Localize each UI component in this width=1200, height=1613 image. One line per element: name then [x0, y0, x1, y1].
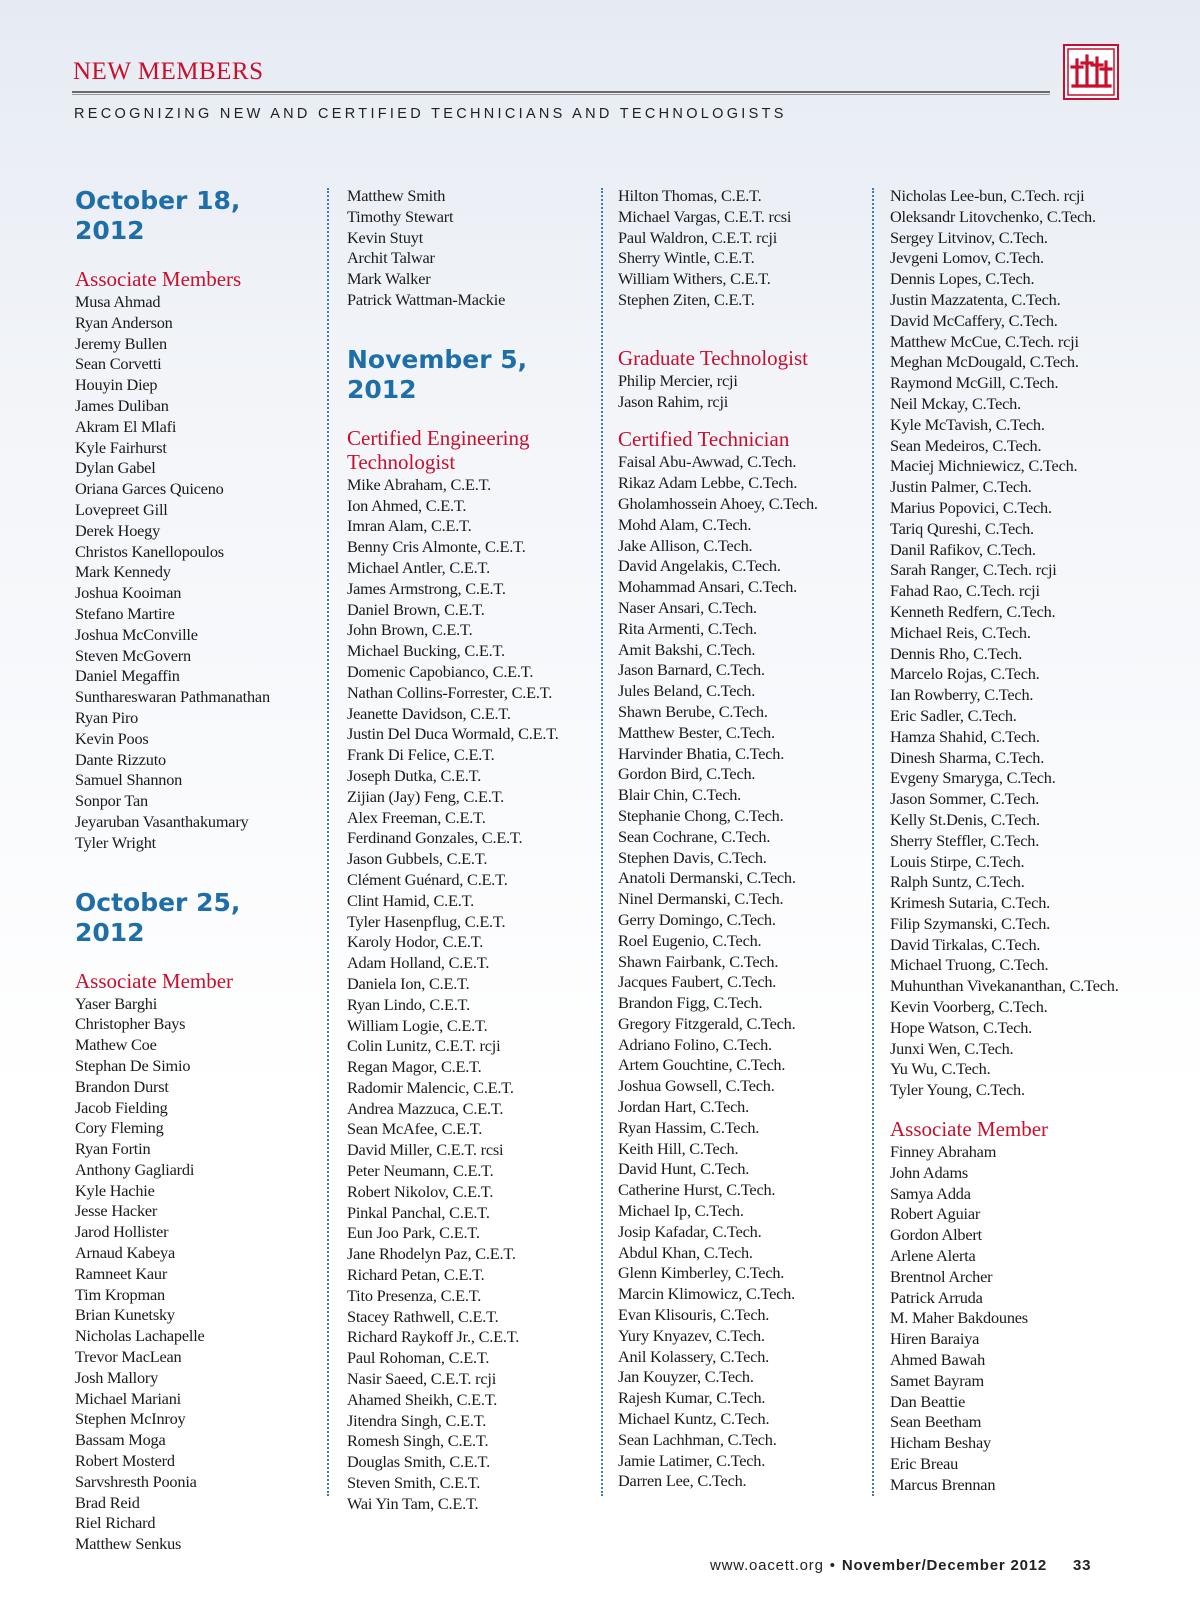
- member-name: Regan Magor, C.E.T.: [347, 1057, 482, 1077]
- member-name: Mathew Coe: [75, 1035, 157, 1055]
- column-divider: [601, 188, 603, 1496]
- member-name: Jason Rahim, rcji: [618, 391, 729, 411]
- member-name: Artem Gouchtine, C.Tech.: [618, 1055, 786, 1075]
- member-name: Amit Bakshi, C.Tech.: [618, 639, 756, 659]
- member-name: Mike Abraham, C.E.T.: [347, 474, 492, 494]
- name-list: [347, 186, 592, 311]
- member-name: Brandon Figg, C.Tech.: [618, 993, 763, 1013]
- member-name: Eric Sadler, C.Tech.: [890, 705, 1017, 725]
- member-name: Evgeny Smaryga, C.Tech.: [890, 768, 1056, 788]
- name-list: [890, 186, 1150, 1101]
- member-name: Sean Cochrane, C.Tech.: [618, 826, 771, 846]
- member-name: Hilton Thomas, C.E.T.: [618, 186, 762, 205]
- member-name: Jan Kouyzer, C.Tech.: [618, 1367, 754, 1387]
- member-name: Joshua McConville: [75, 624, 198, 644]
- member-name: Evan Klisouris, C.Tech.: [618, 1305, 770, 1325]
- member-name: Jitendra Singh, C.E.T.: [347, 1410, 487, 1430]
- member-name: Paul Rohoman, C.E.T.: [347, 1348, 490, 1368]
- member-name: Andrea Mazzuca, C.E.T.: [347, 1098, 504, 1118]
- member-name: Keith Hill, C.Tech.: [618, 1138, 739, 1158]
- member-name: Meghan McDougald, C.Tech.: [890, 352, 1079, 372]
- member-name: Jeremy Bullen: [75, 333, 167, 353]
- member-name: Benny Cris Almonte, C.E.T.: [347, 537, 526, 557]
- member-name: James Armstrong, C.E.T.: [347, 578, 506, 598]
- member-name: Frank Di Felice, C.E.T.: [347, 745, 495, 765]
- member-name: Jesse Hacker: [75, 1201, 158, 1221]
- name-list: [75, 292, 315, 854]
- page-subtitle: RECOGNIZING NEW AND CERTIFIED TECHNICIANS AND TECHNOLOGISTS: [74, 106, 787, 122]
- category-certified-technician: Certified Technician: [618, 427, 790, 452]
- member-name: Sarah Ranger, C.Tech. rcji: [890, 560, 1057, 580]
- footer-separator: •: [829, 1557, 836, 1574]
- member-name: Oriana Garces Quiceno: [75, 479, 224, 499]
- member-name: Justin Del Duca Wormald, C.E.T.: [347, 724, 559, 744]
- member-name: Matthew Bester, C.Tech.: [618, 722, 775, 742]
- member-name: Tim Kropman: [75, 1284, 165, 1304]
- page-title: NEW MEMBERS: [73, 58, 264, 85]
- member-name: Christopher Bays: [75, 1014, 186, 1034]
- member-name: Timothy Stewart: [347, 206, 454, 226]
- member-name: Tyler Wright: [75, 832, 156, 852]
- category-associate-member: Associate Member: [75, 968, 234, 993]
- column-divider: [327, 188, 329, 1496]
- member-name: Mohd Alam, C.Tech.: [618, 514, 752, 534]
- member-name: Derek Hoegy: [75, 520, 161, 540]
- member-name: Romesh Singh, C.E.T.: [347, 1431, 489, 1451]
- member-name: Ryan Hassim, C.Tech.: [618, 1117, 760, 1137]
- column-1: [75, 186, 315, 1555]
- member-name: Sean McAfee, C.E.T.: [347, 1119, 483, 1139]
- member-name: Lovepreet Gill: [75, 499, 168, 519]
- category-graduate-technologist: Graduate Technologist: [618, 345, 809, 370]
- member-name: Raymond McGill, C.Tech.: [890, 373, 1059, 393]
- member-name: Maciej Michniewicz, C.Tech.: [890, 456, 1078, 476]
- member-name: Daniela Ion, C.E.T.: [347, 973, 470, 993]
- member-name: Marcus Brennan: [890, 1474, 996, 1494]
- member-name: Zijian (Jay) Feng, C.E.T.: [347, 786, 505, 806]
- member-name: Robert Aguiar: [890, 1204, 981, 1224]
- member-name: Wai Yin Tam, C.E.T.: [347, 1493, 479, 1513]
- member-name: Colin Lunitz, C.E.T. rcji: [347, 1036, 501, 1056]
- member-name: Jason Barnard, C.Tech.: [618, 660, 765, 680]
- oacett-logo: [1063, 44, 1119, 100]
- member-name: Jeanette Davidson, C.E.T.: [347, 703, 511, 723]
- column-4: [890, 186, 1150, 1496]
- member-name: Mark Walker: [347, 269, 431, 289]
- member-name: Archit Talwar: [347, 248, 435, 268]
- name-list: [618, 371, 863, 413]
- member-name: Josh Mallory: [75, 1367, 159, 1387]
- member-name: Michael Vargas, C.E.T. rcsi: [618, 206, 792, 226]
- member-name: Rita Armenti, C.Tech.: [618, 618, 757, 638]
- member-name: Samya Adda: [890, 1183, 971, 1203]
- member-name: Dylan Gabel: [75, 458, 156, 478]
- member-name: Fahad Rao, C.Tech. rcji: [890, 581, 1040, 601]
- member-name: Stephen McInroy: [75, 1409, 186, 1429]
- member-name: Ahmed Bawah: [890, 1350, 986, 1370]
- member-name: Sonpor Tan: [75, 791, 148, 811]
- member-name: Riel Richard: [75, 1513, 156, 1533]
- member-name: Jamie Latimer, C.Tech.: [618, 1450, 766, 1470]
- member-name: William Withers, C.E.T.: [618, 269, 771, 289]
- logo-icon: [1065, 46, 1117, 98]
- member-name: Hiren Baraiya: [890, 1329, 980, 1349]
- member-name: Anthony Gagliardi: [75, 1159, 195, 1179]
- member-name: Stacey Rathwell, C.E.T.: [347, 1306, 499, 1326]
- category-cet-line2: Technologist: [347, 449, 456, 474]
- member-name: Gerry Domingo, C.Tech.: [618, 909, 776, 929]
- member-name: Michael Antler, C.E.T.: [347, 557, 490, 577]
- member-name: Adriano Folino, C.Tech.: [618, 1034, 772, 1054]
- member-name: Marcin Klimowicz, C.Tech.: [618, 1284, 795, 1304]
- member-name: Kyle Fairhurst: [75, 437, 167, 457]
- member-name: Jeyaruban Vasanthakumary: [75, 811, 249, 831]
- member-name: Eun Joo Park, C.E.T.: [347, 1223, 480, 1243]
- member-name: Kevin Stuyt: [347, 227, 424, 247]
- member-name: Ramneet Kaur: [75, 1263, 168, 1283]
- member-name: Mark Kennedy: [75, 562, 171, 582]
- member-name: Tyler Young, C.Tech.: [890, 1080, 1025, 1100]
- member-name: Tariq Qureshi, C.Tech.: [890, 518, 1034, 538]
- date-heading-nov5: November 5, 2012: [347, 344, 528, 404]
- member-name: Abdul Khan, C.Tech.: [618, 1242, 753, 1262]
- member-name: Patrick Wattman-Mackie: [347, 289, 506, 309]
- member-name: Blair Chin, C.Tech.: [618, 785, 742, 805]
- member-name: Kevin Voorberg, C.Tech.: [890, 997, 1048, 1017]
- member-name: Houyin Diep: [75, 375, 158, 395]
- member-name: Nicholas Lee-bun, C.Tech. rcji: [890, 186, 1085, 205]
- member-name: Ryan Fortin: [75, 1139, 151, 1159]
- member-name: Harvinder Bhatia, C.Tech.: [618, 743, 785, 763]
- member-name: Yury Knyazev, C.Tech.: [618, 1325, 765, 1345]
- member-name: M. Maher Bakdounes: [890, 1308, 1028, 1328]
- member-name: Alex Freeman, C.E.T.: [347, 807, 486, 827]
- member-name: Michael Kuntz, C.Tech.: [618, 1409, 770, 1429]
- member-name: Matthew McCue, C.Tech. rcji: [890, 331, 1079, 351]
- member-name: Gordon Bird, C.Tech.: [618, 764, 756, 784]
- member-name: William Logie, C.E.T.: [347, 1015, 488, 1035]
- member-name: Michael Reis, C.Tech.: [890, 622, 1031, 642]
- member-name: Stephanie Chong, C.Tech.: [618, 805, 784, 825]
- member-name: Jake Allison, C.Tech.: [618, 535, 753, 555]
- member-name: Brad Reid: [75, 1492, 140, 1512]
- member-name: Matthew Smith: [347, 186, 446, 205]
- website-link[interactable]: www.oacett.org: [710, 1557, 824, 1574]
- member-name: Dinesh Sharma, C.Tech.: [890, 747, 1045, 767]
- member-name: Sean Corvetti: [75, 354, 162, 374]
- member-name: Tito Presenza, C.E.T.: [347, 1285, 482, 1305]
- member-name: Richard Raykoff Jr., C.E.T.: [347, 1327, 520, 1347]
- member-name: Steven Smith, C.E.T.: [347, 1473, 481, 1493]
- member-name: David Tirkalas, C.Tech.: [890, 934, 1041, 954]
- category-associate-member: Associate Member: [890, 1117, 1049, 1142]
- member-name: Faisal Abu-Awwad, C.Tech.: [618, 452, 797, 472]
- member-name: Sergey Litvinov, C.Tech.: [890, 227, 1048, 247]
- member-name: Anatoli Dermanski, C.Tech.: [618, 868, 796, 888]
- member-name: Nasir Saeed, C.E.T. rcji: [347, 1369, 497, 1389]
- member-name: Samet Bayram: [890, 1370, 984, 1390]
- member-name: Matthew Senkus: [75, 1534, 182, 1554]
- member-name: Musa Ahmad: [75, 292, 161, 311]
- member-name: David McCaffery, C.Tech.: [890, 310, 1058, 330]
- member-name: Jacques Faubert, C.Tech.: [618, 972, 777, 992]
- member-name: Daniel Brown, C.E.T.: [347, 599, 485, 619]
- member-name: Hicham Beshay: [890, 1433, 991, 1453]
- member-name: Sherry Steffler, C.Tech.: [890, 830, 1040, 850]
- member-name: Peter Neumann, C.E.T.: [347, 1161, 494, 1181]
- member-name: Adam Holland, C.E.T.: [347, 953, 490, 973]
- member-name: Brian Kunetsky: [75, 1305, 175, 1325]
- name-list: [618, 452, 863, 1492]
- member-name: Ferdinand Gonzales, C.E.T.: [347, 828, 523, 848]
- member-name: Ninel Dermanski, C.Tech.: [618, 889, 784, 909]
- member-name: Shawn Fairbank, C.Tech.: [618, 951, 779, 971]
- member-name: Gordon Albert: [890, 1225, 982, 1245]
- member-name: Anil Kolassery, C.Tech.: [618, 1346, 770, 1366]
- member-name: John Adams: [890, 1162, 969, 1182]
- member-name: Philip Mercier, rcji: [618, 370, 738, 390]
- member-name: Michael Truong, C.Tech.: [890, 955, 1049, 975]
- member-name: Patrick Arruda: [890, 1287, 983, 1307]
- member-name: Jacob Fielding: [75, 1097, 168, 1117]
- member-name: Sunthareswaran Pathmanathan: [75, 687, 270, 707]
- member-name: Dennis Lopes, C.Tech.: [890, 269, 1035, 289]
- member-name: Dan Beattie: [890, 1391, 966, 1411]
- member-name: Clément Guénard, C.E.T.: [347, 869, 508, 889]
- member-name: Radomir Malencic, C.E.T.: [347, 1077, 514, 1097]
- member-name: Dennis Rho, C.Tech.: [890, 643, 1023, 663]
- name-list: [618, 186, 863, 311]
- date-heading-oct25: October 25, 2012: [75, 887, 241, 947]
- member-name: Joseph Dutka, C.E.T.: [347, 765, 482, 785]
- member-name: Rikaz Adam Lebbe, C.Tech.: [618, 473, 798, 493]
- member-name: Jules Beland, C.Tech.: [618, 681, 756, 701]
- category-associate-members: Associate Members: [75, 267, 242, 291]
- member-name: Justin Palmer, C.Tech.: [890, 477, 1032, 497]
- member-name: Akram El Mlafi: [75, 416, 177, 436]
- member-name: Roel Eugenio, C.Tech.: [618, 930, 762, 950]
- member-name: Tyler Hasenpflug, C.E.T.: [347, 911, 506, 931]
- member-name: Sean Medeiros, C.Tech.: [890, 435, 1042, 455]
- member-name: Stephan De Simio: [75, 1055, 191, 1075]
- member-name: Brandon Durst: [75, 1076, 169, 1096]
- member-name: Pinkal Panchal, C.E.T.: [347, 1202, 490, 1222]
- header-rule: [72, 91, 1050, 95]
- member-name: Junxi Wen, C.Tech.: [890, 1038, 1014, 1058]
- member-name: Robert Nikolov, C.E.T.: [347, 1181, 494, 1201]
- member-name: Muhunthan Vivekananthan, C.Tech.: [890, 976, 1119, 996]
- member-name: John Brown, C.E.T.: [347, 620, 473, 640]
- member-name: Yu Wu, C.Tech.: [890, 1059, 991, 1079]
- member-name: Steven McGovern: [75, 645, 191, 665]
- member-name: Gholamhossein Ahoey, C.Tech.: [618, 493, 818, 513]
- member-name: David Miller, C.E.T. rcsi: [347, 1140, 504, 1160]
- member-name: Neil Mckay, C.Tech.: [890, 393, 1021, 413]
- member-name: Jason Gubbels, C.E.T.: [347, 849, 488, 869]
- member-name: Samuel Shannon: [75, 770, 183, 790]
- member-name: Nicholas Lachapelle: [75, 1326, 205, 1346]
- member-name: Robert Mosterd: [75, 1451, 175, 1471]
- member-name: Ahamed Sheikh, C.E.T.: [347, 1389, 498, 1409]
- member-name: Ralph Suntz, C.Tech.: [890, 872, 1025, 892]
- member-name: Nathan Collins-Forrester, C.E.T.: [347, 682, 553, 702]
- name-list: [347, 475, 592, 1515]
- member-name: Kyle McTavish, C.Tech.: [890, 414, 1045, 434]
- member-name: David Hunt, C.Tech.: [618, 1159, 750, 1179]
- member-name: Oleksandr Litovchenko, C.Tech.: [890, 206, 1096, 226]
- member-name: Shawn Berube, C.Tech.: [618, 701, 768, 721]
- member-name: Richard Petan, C.E.T.: [347, 1265, 485, 1285]
- member-name: Stephen Ziten, C.E.T.: [618, 289, 755, 309]
- date-heading-oct18: October 18, 2012: [75, 186, 241, 245]
- member-name: Michael Mariani: [75, 1388, 181, 1408]
- member-name: Jason Sommer, C.Tech.: [890, 789, 1040, 809]
- member-name: Joshua Kooiman: [75, 583, 182, 603]
- member-name: Sherry Wintle, C.E.T.: [618, 248, 755, 268]
- member-name: Louis Stirpe, C.Tech.: [890, 851, 1025, 871]
- member-name: Joshua Gowsell, C.Tech.: [618, 1076, 775, 1096]
- issue-label: November/December 2012: [841, 1557, 1048, 1574]
- member-name: Danil Rafikov, C.Tech.: [890, 539, 1036, 559]
- member-name: Ryan Anderson: [75, 312, 173, 332]
- member-name: Marius Popovici, C.Tech.: [890, 497, 1052, 517]
- member-name: Stefano Martire: [75, 603, 175, 623]
- member-name: Eric Breau: [890, 1454, 959, 1474]
- member-name: Sean Beetham: [890, 1412, 982, 1432]
- member-name: Arlene Alerta: [890, 1246, 976, 1266]
- member-name: Catherine Hurst, C.Tech.: [618, 1180, 776, 1200]
- name-list: [890, 1142, 1150, 1496]
- member-name: Kyle Hachie: [75, 1180, 155, 1200]
- member-name: Dante Rizzuto: [75, 749, 166, 769]
- member-name: Kevin Poos: [75, 728, 149, 748]
- member-name: Justin Mazzatenta, C.Tech.: [890, 289, 1061, 309]
- member-name: James Duliban: [75, 395, 169, 415]
- member-name: Clint Hamid, C.E.T.: [347, 890, 475, 910]
- member-name: Sarvshresth Poonia: [75, 1471, 197, 1491]
- member-name: Jordan Hart, C.Tech.: [618, 1097, 749, 1117]
- member-name: Daniel Megaffin: [75, 666, 180, 686]
- member-name: Jarod Hollister: [75, 1222, 169, 1242]
- member-name: Josip Kafadar, C.Tech.: [618, 1221, 762, 1241]
- member-name: Kenneth Redfern, C.Tech.: [890, 601, 1056, 621]
- category-cet-line1: Certified Engineering: [347, 425, 530, 450]
- member-name: Bassam Moga: [75, 1430, 166, 1450]
- member-name: Mohammad Ansari, C.Tech.: [618, 577, 797, 597]
- member-name: Michael Bucking, C.E.T.: [347, 641, 505, 661]
- member-name: Arnaud Kabeya: [75, 1243, 176, 1263]
- column-3: [618, 186, 863, 1492]
- member-name: Finney Abraham: [890, 1142, 997, 1162]
- member-name: Trevor MacLean: [75, 1347, 182, 1367]
- member-name: Jevgeni Lomov, C.Tech.: [890, 248, 1044, 268]
- member-name: Darren Lee, C.Tech.: [618, 1471, 747, 1491]
- member-name: Marcelo Rojas, C.Tech.: [890, 664, 1040, 684]
- member-name: Ryan Piro: [75, 707, 139, 727]
- member-name: Kelly St.Denis, C.Tech.: [890, 809, 1040, 829]
- member-name: Glenn Kimberley, C.Tech.: [618, 1263, 785, 1283]
- member-name: Rajesh Kumar, C.Tech.: [618, 1388, 766, 1408]
- member-name: David Angelakis, C.Tech.: [618, 556, 781, 576]
- member-name: Imran Alam, C.E.T.: [347, 516, 472, 536]
- column-2: [347, 186, 592, 1515]
- member-name: Domenic Capobianco, C.E.T.: [347, 661, 534, 681]
- member-name: Paul Waldron, C.E.T. rcji: [618, 227, 778, 247]
- member-name: Krimesh Sutaria, C.Tech.: [890, 893, 1050, 913]
- name-list: [75, 994, 315, 1556]
- member-name: Cory Fleming: [75, 1118, 164, 1138]
- page-footer: [710, 1557, 1091, 1574]
- member-name: Gregory Fitzgerald, C.Tech.: [618, 1013, 796, 1033]
- member-name: Christos Kanellopoulos: [75, 541, 224, 561]
- member-name: Yaser Barghi: [75, 993, 158, 1013]
- page-number: 33: [1073, 1557, 1092, 1574]
- member-name: Hamza Shahid, C.Tech.: [890, 726, 1040, 746]
- member-name: Jane Rhodelyn Paz, C.E.T.: [347, 1244, 516, 1264]
- member-name: Sean Lachhman, C.Tech.: [618, 1429, 777, 1449]
- member-name: Ryan Lindo, C.E.T.: [347, 994, 470, 1014]
- member-name: Douglas Smith, C.E.T.: [347, 1452, 490, 1472]
- member-name: Naser Ansari, C.Tech.: [618, 597, 757, 617]
- member-name: Hope Watson, C.Tech.: [890, 1017, 1033, 1037]
- member-name: Ion Ahmed, C.E.T.: [347, 495, 467, 515]
- member-name: Filip Szymanski, C.Tech.: [890, 913, 1051, 933]
- member-name: Michael Ip, C.Tech.: [618, 1201, 744, 1221]
- member-name: Ian Rowberry, C.Tech.: [890, 685, 1034, 705]
- member-name: Brentnol Archer: [890, 1266, 993, 1286]
- member-name: Stephen Davis, C.Tech.: [618, 847, 767, 867]
- column-divider: [872, 188, 874, 1496]
- member-name: Karoly Hodor, C.E.T.: [347, 932, 484, 952]
